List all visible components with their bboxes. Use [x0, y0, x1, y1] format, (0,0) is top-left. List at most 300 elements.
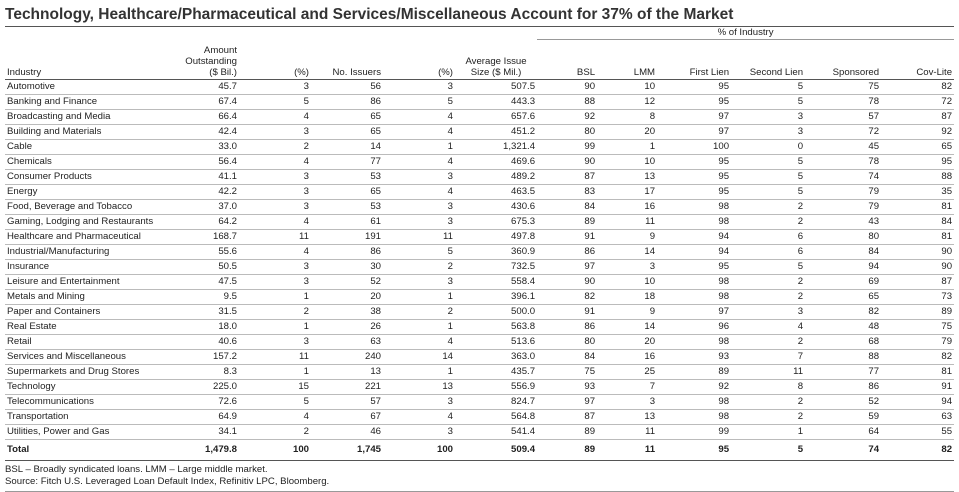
industry-table	[5, 27, 954, 461]
value-cell: 2	[731, 215, 805, 230]
value-cell: 2	[731, 275, 805, 290]
value-cell: 1	[597, 140, 657, 155]
value-cell: 564.8	[455, 410, 537, 425]
value-cell: 89	[537, 215, 597, 230]
total-value-cell: 95	[657, 440, 731, 461]
value-cell: 89	[657, 365, 731, 380]
value-cell: 225.0	[155, 380, 239, 395]
industry-name-cell: Leisure and Entertainment	[5, 275, 155, 290]
value-cell: 33.0	[155, 140, 239, 155]
column-header: (%)	[239, 40, 311, 80]
value-cell: 5	[731, 80, 805, 95]
footnote-abbreviations: BSL – Broadly syndicated loans. LMM – Large middle market.	[5, 464, 268, 475]
value-cell: 463.5	[455, 185, 537, 200]
industry-name-cell: Telecommunications	[5, 395, 155, 410]
value-cell: 9.5	[155, 290, 239, 305]
value-cell: 11	[597, 215, 657, 230]
total-value-cell: 509.4	[455, 440, 537, 461]
value-cell: 3	[731, 305, 805, 320]
value-cell: 90	[537, 80, 597, 95]
value-cell: 41.1	[155, 170, 239, 185]
value-cell: 5	[731, 170, 805, 185]
value-cell: 2	[239, 140, 311, 155]
value-cell: 100	[657, 140, 731, 155]
table-row	[5, 410, 954, 425]
industry-name-cell: Automotive	[5, 80, 155, 95]
value-cell: 48	[805, 320, 881, 335]
value-cell: 2	[731, 290, 805, 305]
value-cell: 95	[657, 80, 731, 95]
value-cell: 16	[597, 350, 657, 365]
value-cell: 10	[597, 80, 657, 95]
table-body	[5, 80, 954, 440]
value-cell: 14	[383, 350, 455, 365]
value-cell: 97	[537, 260, 597, 275]
value-cell: 96	[657, 320, 731, 335]
column-header: (%)	[383, 40, 455, 80]
value-cell: 3	[239, 185, 311, 200]
industry-name-cell: Broadcasting and Media	[5, 110, 155, 125]
value-cell: 4	[383, 185, 455, 200]
value-cell: 37.0	[155, 200, 239, 215]
value-cell: 11	[597, 425, 657, 440]
value-cell: 3	[239, 275, 311, 290]
value-cell: 5	[383, 95, 455, 110]
value-cell: 83	[537, 185, 597, 200]
value-cell: 18.0	[155, 320, 239, 335]
value-cell: 79	[881, 335, 954, 350]
value-cell: 72	[805, 125, 881, 140]
value-cell: 43	[805, 215, 881, 230]
table-row	[5, 395, 954, 410]
table-row	[5, 425, 954, 440]
value-cell: 90	[881, 245, 954, 260]
industry-name-cell: Insurance	[5, 260, 155, 275]
value-cell: 1	[383, 290, 455, 305]
value-cell: 4	[239, 155, 311, 170]
value-cell: 563.8	[455, 320, 537, 335]
value-cell: 86	[537, 320, 597, 335]
value-cell: 240	[311, 350, 383, 365]
value-cell: 84	[805, 245, 881, 260]
value-cell: 90	[881, 260, 954, 275]
value-cell: 98	[657, 290, 731, 305]
value-cell: 95	[657, 260, 731, 275]
column-header: No. Issuers	[311, 40, 383, 80]
value-cell: 4	[239, 215, 311, 230]
value-cell: 95	[657, 170, 731, 185]
value-cell: 94	[657, 245, 731, 260]
value-cell: 80	[537, 125, 597, 140]
value-cell: 93	[537, 380, 597, 395]
value-cell: 64	[805, 425, 881, 440]
value-cell: 3	[731, 110, 805, 125]
value-cell: 1	[239, 365, 311, 380]
value-cell: 16	[597, 200, 657, 215]
value-cell: 5	[239, 395, 311, 410]
value-cell: 97	[657, 125, 731, 140]
value-cell: 95	[881, 155, 954, 170]
table-row	[5, 380, 954, 395]
value-cell: 17	[597, 185, 657, 200]
industry-name-cell: Transportation	[5, 410, 155, 425]
value-cell: 0	[731, 140, 805, 155]
value-cell: 97	[657, 110, 731, 125]
value-cell: 4	[383, 155, 455, 170]
total-value-cell: 5	[731, 440, 805, 461]
value-cell: 67	[311, 410, 383, 425]
value-cell: 4	[239, 410, 311, 425]
value-cell: 59	[805, 410, 881, 425]
industry-name-cell: Paper and Containers	[5, 305, 155, 320]
value-cell: 65	[805, 290, 881, 305]
table-row	[5, 95, 954, 110]
value-cell: 4	[239, 245, 311, 260]
value-cell: 4	[383, 335, 455, 350]
industry-name-cell: Food, Beverage and Tobacco	[5, 200, 155, 215]
value-cell: 3	[383, 275, 455, 290]
industry-name-cell: Industrial/Manufacturing	[5, 245, 155, 260]
value-cell: 3	[383, 395, 455, 410]
column-header: Second Lien	[731, 40, 805, 80]
value-cell: 42.2	[155, 185, 239, 200]
industry-name-cell: Cable	[5, 140, 155, 155]
table-row	[5, 80, 954, 95]
value-cell: 168.7	[155, 230, 239, 245]
value-cell: 94	[805, 260, 881, 275]
value-cell: 443.3	[455, 95, 537, 110]
value-cell: 47.5	[155, 275, 239, 290]
value-cell: 3	[239, 80, 311, 95]
value-cell: 3	[239, 335, 311, 350]
value-cell: 46	[311, 425, 383, 440]
value-cell: 2	[731, 335, 805, 350]
value-cell: 65	[881, 140, 954, 155]
value-cell: 97	[657, 305, 731, 320]
industry-name-cell: Real Estate	[5, 320, 155, 335]
value-cell: 30	[311, 260, 383, 275]
value-cell: 4	[383, 110, 455, 125]
industry-name-cell: Chemicals	[5, 155, 155, 170]
value-cell: 1	[239, 320, 311, 335]
table-row	[5, 125, 954, 140]
value-cell: 74	[805, 170, 881, 185]
value-cell: 1	[383, 365, 455, 380]
value-cell: 57	[311, 395, 383, 410]
value-cell: 68	[805, 335, 881, 350]
value-cell: 469.6	[455, 155, 537, 170]
value-cell: 11	[239, 350, 311, 365]
value-cell: 63	[881, 410, 954, 425]
value-cell: 65	[311, 185, 383, 200]
value-cell: 84	[537, 350, 597, 365]
value-cell: 3	[239, 200, 311, 215]
value-cell: 84	[537, 200, 597, 215]
value-cell: 157.2	[155, 350, 239, 365]
value-cell: 84	[881, 215, 954, 230]
value-cell: 3	[239, 125, 311, 140]
value-cell: 8.3	[155, 365, 239, 380]
table-row	[5, 320, 954, 335]
value-cell: 92	[881, 125, 954, 140]
value-cell: 63	[311, 335, 383, 350]
value-cell: 90	[537, 155, 597, 170]
value-cell: 72	[881, 95, 954, 110]
value-cell: 489.2	[455, 170, 537, 185]
industry-name-cell: Metals and Mining	[5, 290, 155, 305]
value-cell: 73	[881, 290, 954, 305]
value-cell: 10	[597, 155, 657, 170]
value-cell: 82	[881, 80, 954, 95]
value-cell: 2	[239, 425, 311, 440]
value-cell: 97	[537, 395, 597, 410]
value-cell: 14	[597, 320, 657, 335]
value-cell: 93	[657, 350, 731, 365]
industry-name-cell: Consumer Products	[5, 170, 155, 185]
value-cell: 3	[383, 215, 455, 230]
value-cell: 558.4	[455, 275, 537, 290]
industry-name-cell: Technology	[5, 380, 155, 395]
value-cell: 7	[731, 350, 805, 365]
value-cell: 3	[239, 170, 311, 185]
total-label-cell: Total	[5, 440, 155, 461]
value-cell: 95	[657, 95, 731, 110]
value-cell: 79	[805, 200, 881, 215]
column-header: Average Issue Size ($ Mil.)	[455, 40, 537, 80]
value-cell: 94	[881, 395, 954, 410]
industry-name-cell: Healthcare and Pharmaceutical	[5, 230, 155, 245]
value-cell: 75	[881, 320, 954, 335]
value-cell: 13	[597, 410, 657, 425]
value-cell: 10	[597, 275, 657, 290]
footnote-source: Source: Fitch U.S. Leveraged Loan Default Index, Refinitiv LPC, Bloomberg.	[5, 476, 330, 487]
value-cell: 78	[805, 155, 881, 170]
table-row	[5, 230, 954, 245]
value-cell: 77	[311, 155, 383, 170]
value-cell: 4	[239, 110, 311, 125]
value-cell: 20	[311, 290, 383, 305]
column-header: BSL	[537, 40, 597, 80]
value-cell: 396.1	[455, 290, 537, 305]
value-cell: 363.0	[455, 350, 537, 365]
value-cell: 5	[239, 95, 311, 110]
table-row	[5, 350, 954, 365]
value-cell: 89	[537, 425, 597, 440]
value-cell: 14	[311, 140, 383, 155]
value-cell: 88	[537, 95, 597, 110]
column-header-row	[5, 40, 954, 80]
value-cell: 82	[537, 290, 597, 305]
value-cell: 15	[239, 380, 311, 395]
value-cell: 80	[537, 335, 597, 350]
value-cell: 5	[731, 260, 805, 275]
value-cell: 61	[311, 215, 383, 230]
value-cell: 5	[383, 245, 455, 260]
table-row	[5, 275, 954, 290]
value-cell: 500.0	[455, 305, 537, 320]
value-cell: 221	[311, 380, 383, 395]
table-row	[5, 155, 954, 170]
value-cell: 12	[597, 95, 657, 110]
value-cell: 56	[311, 80, 383, 95]
industry-name-cell: Services and Miscellaneous	[5, 350, 155, 365]
footnotes	[5, 461, 954, 492]
value-cell: 88	[805, 350, 881, 365]
value-cell: 86	[805, 380, 881, 395]
table-row	[5, 110, 954, 125]
value-cell: 53	[311, 170, 383, 185]
value-cell: 5	[731, 155, 805, 170]
value-cell: 13	[597, 170, 657, 185]
table-row	[5, 305, 954, 320]
value-cell: 78	[805, 95, 881, 110]
report-table-figure	[5, 4, 954, 492]
value-cell: 13	[311, 365, 383, 380]
total-value-cell: 100	[383, 440, 455, 461]
table-row	[5, 185, 954, 200]
value-cell: 38	[311, 305, 383, 320]
value-cell: 86	[311, 245, 383, 260]
value-cell: 50.5	[155, 260, 239, 275]
value-cell: 72.6	[155, 395, 239, 410]
total-value-cell: 89	[537, 440, 597, 461]
value-cell: 5	[731, 95, 805, 110]
industry-name-cell: Supermarkets and Drug Stores	[5, 365, 155, 380]
total-value-cell: 11	[597, 440, 657, 461]
value-cell: 95	[657, 185, 731, 200]
value-cell: 675.3	[455, 215, 537, 230]
value-cell: 56.4	[155, 155, 239, 170]
value-cell: 55.6	[155, 245, 239, 260]
value-cell: 3	[383, 200, 455, 215]
value-cell: 1	[239, 290, 311, 305]
value-cell: 86	[311, 95, 383, 110]
value-cell: 2	[239, 305, 311, 320]
value-cell: 91	[881, 380, 954, 395]
value-cell: 657.6	[455, 110, 537, 125]
column-header: Cov-Lite	[881, 40, 954, 80]
value-cell: 451.2	[455, 125, 537, 140]
value-cell: 86	[537, 245, 597, 260]
value-cell: 11	[383, 230, 455, 245]
value-cell: 99	[537, 140, 597, 155]
industry-name-cell: Retail	[5, 335, 155, 350]
value-cell: 87	[537, 170, 597, 185]
value-cell: 732.5	[455, 260, 537, 275]
value-cell: 79	[805, 185, 881, 200]
value-cell: 81	[881, 200, 954, 215]
value-cell: 1	[383, 320, 455, 335]
value-cell: 42.4	[155, 125, 239, 140]
value-cell: 3	[383, 425, 455, 440]
industry-name-cell: Energy	[5, 185, 155, 200]
value-cell: 91	[537, 230, 597, 245]
value-cell: 6	[731, 230, 805, 245]
value-cell: 11	[239, 230, 311, 245]
value-cell: 3	[383, 170, 455, 185]
table-row	[5, 215, 954, 230]
group-header-row	[5, 27, 954, 40]
total-row	[5, 440, 954, 461]
table-row	[5, 200, 954, 215]
table-row	[5, 290, 954, 305]
value-cell: 430.6	[455, 200, 537, 215]
value-cell: 4	[731, 320, 805, 335]
value-cell: 3	[383, 80, 455, 95]
value-cell: 82	[881, 350, 954, 365]
value-cell: 1	[731, 425, 805, 440]
value-cell: 53	[311, 200, 383, 215]
value-cell: 90	[537, 275, 597, 290]
value-cell: 65	[311, 110, 383, 125]
value-cell: 4	[383, 125, 455, 140]
value-cell: 66.4	[155, 110, 239, 125]
industry-name-cell: Gaming, Lodging and Restaurants	[5, 215, 155, 230]
total-value-cell: 74	[805, 440, 881, 461]
total-value-cell: 1,479.8	[155, 440, 239, 461]
value-cell: 99	[657, 425, 731, 440]
value-cell: 87	[881, 110, 954, 125]
value-cell: 3	[239, 260, 311, 275]
value-cell: 360.9	[455, 245, 537, 260]
value-cell: 55	[881, 425, 954, 440]
value-cell: 26	[311, 320, 383, 335]
value-cell: 92	[537, 110, 597, 125]
value-cell: 8	[597, 110, 657, 125]
value-cell: 89	[881, 305, 954, 320]
value-cell: 98	[657, 335, 731, 350]
value-cell: 67.4	[155, 95, 239, 110]
value-cell: 64.2	[155, 215, 239, 230]
value-cell: 2	[731, 200, 805, 215]
value-cell: 20	[597, 125, 657, 140]
value-cell: 13	[383, 380, 455, 395]
total-value-cell: 82	[881, 440, 954, 461]
value-cell: 65	[311, 125, 383, 140]
value-cell: 3	[597, 395, 657, 410]
value-cell: 191	[311, 230, 383, 245]
table-title: Technology, Healthcare/Pharmaceutical and Services/Miscellaneous Account for 37% of the Market	[5, 4, 954, 27]
value-cell: 31.5	[155, 305, 239, 320]
value-cell: 52	[311, 275, 383, 290]
value-cell: 34.1	[155, 425, 239, 440]
column-header: Industry	[5, 40, 155, 80]
column-header: First Lien	[657, 40, 731, 80]
value-cell: 5	[731, 185, 805, 200]
value-cell: 6	[731, 245, 805, 260]
value-cell: 507.5	[455, 80, 537, 95]
value-cell: 98	[657, 215, 731, 230]
value-cell: 824.7	[455, 395, 537, 410]
value-cell: 541.4	[455, 425, 537, 440]
column-header: Amount Outstanding ($ Bil.)	[155, 40, 239, 80]
value-cell: 80	[805, 230, 881, 245]
total-value-cell: 1,745	[311, 440, 383, 461]
value-cell: 75	[537, 365, 597, 380]
value-cell: 497.8	[455, 230, 537, 245]
group-header-industry-pct: % of Industry	[537, 27, 954, 40]
value-cell: 45.7	[155, 80, 239, 95]
value-cell: 75	[805, 80, 881, 95]
value-cell: 98	[657, 410, 731, 425]
value-cell: 98	[657, 395, 731, 410]
value-cell: 2	[731, 395, 805, 410]
value-cell: 25	[597, 365, 657, 380]
value-cell: 95	[657, 155, 731, 170]
table-row	[5, 140, 954, 155]
value-cell: 14	[597, 245, 657, 260]
value-cell: 2	[731, 410, 805, 425]
